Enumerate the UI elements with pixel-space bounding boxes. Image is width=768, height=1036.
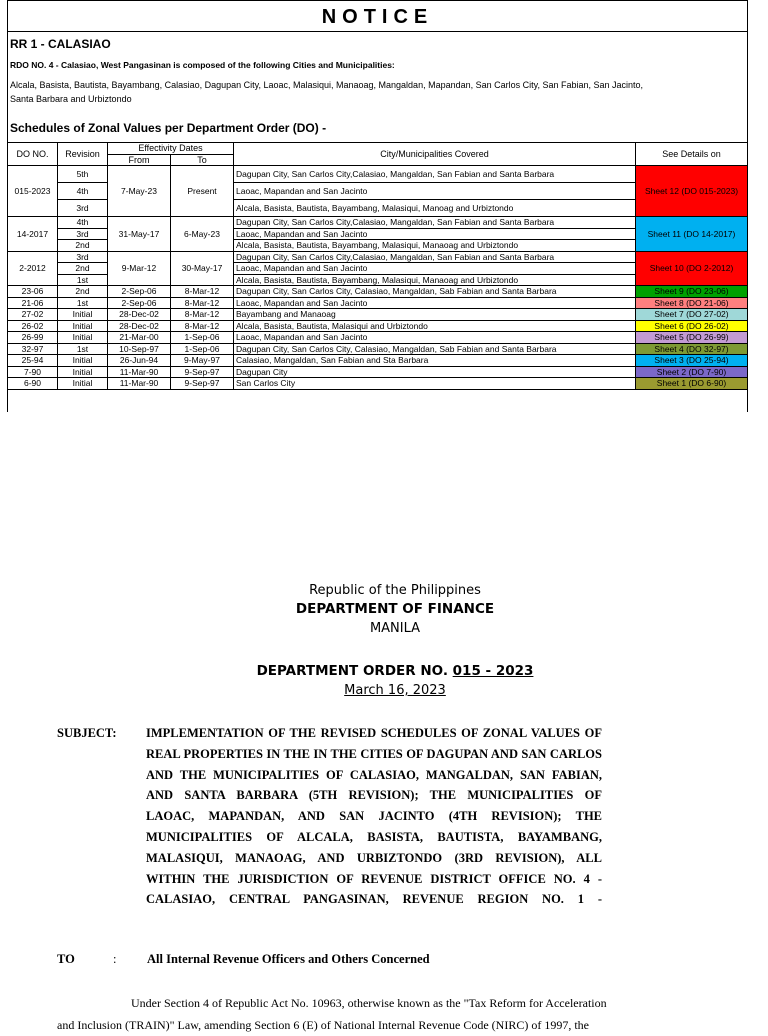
to-date-cell: 1-Sep-06 (171, 343, 234, 355)
from-date-cell: 7-May-23 (108, 166, 171, 217)
revision-cell: 1st (58, 274, 108, 286)
covered-cell: Alcala, Basista, Bautista, Malasiqui and Urbiztondo (234, 320, 636, 332)
covered-cell: Dagupan City, San Carlos City, Calasiao, Mangaldan, Sab Fabian and Santa Barbara (234, 343, 636, 355)
covered-cell: Laoac, Mapandan and San Jacinto (234, 228, 636, 240)
revision-cell: 1st (58, 343, 108, 355)
to-date-cell: 9-Sep-97 (171, 378, 234, 390)
covered-cell: Laoac, Mapandan and San Jacinto (234, 297, 636, 309)
notice-title: NOTICE (8, 0, 747, 32)
covered-cell: Laoac, Mapandan and San Jacinto (234, 332, 636, 344)
subject-label: SUBJECT: (57, 726, 117, 740)
from-date-cell: 21-Mar-00 (108, 332, 171, 344)
sheet-3-link[interactable]: Sheet 3 (DO 25-94) (636, 355, 748, 367)
revision-cell: Initial (58, 366, 108, 378)
sheet-1-link[interactable]: Sheet 1 (DO 6-90) (636, 378, 748, 390)
from-date-cell: 31-May-17 (108, 217, 171, 252)
table-row (8, 332, 748, 344)
subject-line: AND THE MUNICIPALITIES OF CALASIAO, MANGALDAN, SAN FABIAN, (146, 767, 602, 782)
revision-cell: 4th (58, 183, 108, 200)
do-number-cell: 2-2012 (8, 251, 58, 286)
revision-cell: 3rd (58, 200, 108, 217)
subject-line: IMPLEMENTATION OF THE REVISED SCHEDULES OF ZONAL VALUES OF (146, 726, 602, 740)
table-row (8, 366, 748, 378)
to-recipients: All Internal Revenue Officers and Others Concerned (147, 952, 430, 966)
sheet-9-link[interactable]: Sheet 9 (DO 23-06) (636, 286, 748, 298)
to-date-cell: 30-May-17 (171, 251, 234, 286)
schedules-title: Schedules of Zonal Values per Department Order (DO) - (10, 121, 327, 135)
revision-cell: Initial (58, 332, 108, 344)
revenue-region-label: RR 1 - CALASIAO (10, 37, 111, 51)
from-date-cell: 11-Mar-90 (108, 366, 171, 378)
from-date-cell: 10-Sep-97 (108, 343, 171, 355)
table-row (8, 320, 748, 332)
do-number-cell: 6-90 (8, 378, 58, 390)
zonal-values-table (7, 142, 748, 390)
republic-heading: Republic of the Philippines (309, 583, 481, 598)
covered-cell: Bayambang and Manaoag (234, 309, 636, 321)
table-header-row (8, 143, 748, 155)
sheet-10-link[interactable]: Sheet 10 (DO 2-2012) (636, 251, 748, 286)
cities-line: Alcala, Basista, Bautista, Bayambang, Calasiao, Dagupan City, Laoac, Malasiqui, Manaoag, Mangaldan, Mapandan, San Carlos City, San Fabian, San Jacinto, (10, 80, 644, 90)
notice-sheet (7, 0, 748, 412)
to-colon: : (113, 952, 117, 966)
header-to: To (171, 154, 234, 166)
rdo-description: RDO NO. 4 - Calasiao, West Pangasinan is composed of the following Cities and Municipalities: (10, 60, 395, 70)
revision-cell: Initial (58, 378, 108, 390)
subject-line: CALASIAO, CENTRAL PANGASINAN, REVENUE REGION NO. 1 - (146, 892, 602, 907)
revision-cell: 5th (58, 166, 108, 183)
do-number-cell: 7-90 (8, 366, 58, 378)
covered-cell: Alcala, Basista, Bautista, Bayambang, Malasiqui, Manaoag and Urbiztondo (234, 240, 636, 252)
header-revision: Revision (58, 143, 108, 166)
sheet-11-link[interactable]: Sheet 11 (DO 14-2017) (636, 217, 748, 252)
covered-cell: Dagupan City, San Carlos City,Calasiao, Mangaldan, San Fabian and Santa Barbara (234, 166, 636, 183)
to-date-cell: 6-May-23 (171, 217, 234, 252)
covered-cell: San Carlos City (234, 378, 636, 390)
paragraph-line: and Inclusion (TRAIN)" Law, amending Section 6 (E) of National Internal Revenue Code (NIRC) of 1997, the (57, 1018, 589, 1032)
header-see-details: See Details on (636, 143, 748, 166)
order-prefix: DEPARTMENT ORDER NO. (256, 663, 453, 679)
covered-cell: Calasiao, Mangaldan, San Fabian and Sta Barbara (234, 355, 636, 367)
to-date-cell: 9-May-97 (171, 355, 234, 367)
header-covered: City/Municipalities Covered (234, 143, 636, 166)
header-from: From (108, 154, 171, 166)
table-row (8, 251, 748, 263)
header-do-no: DO NO. (8, 143, 58, 166)
sheet-12-link[interactable]: Sheet 12 (DO 015-2023) (636, 166, 748, 217)
paragraph-text: Under Section 4 of Republic Act No. 10963, otherwise known as the "Tax Reform for Acceleration (131, 996, 607, 1010)
to-date-cell: 8-Mar-12 (171, 309, 234, 321)
do-number-cell: 21-06 (8, 297, 58, 309)
table-row (8, 309, 748, 321)
covered-cell: Dagupan City, San Carlos City,Calasiao, Mangaldan, San Fabian and Santa Barbara (234, 251, 636, 263)
revision-cell: Initial (58, 309, 108, 321)
revision-cell: Initial (58, 355, 108, 367)
header-effectivity: Effectivity Dates (108, 143, 234, 155)
department-heading: DEPARTMENT OF FINANCE (295, 601, 495, 617)
sheet-7-link[interactable]: Sheet 7 (DO 27-02) (636, 309, 748, 321)
from-date-cell: 2-Sep-06 (108, 297, 171, 309)
table-row (8, 355, 748, 367)
do-number-cell: 26-99 (8, 332, 58, 344)
sheet-6-link[interactable]: Sheet 6 (DO 26-02) (636, 320, 748, 332)
covered-cell: Laoac, Mapandan and San Jacinto (234, 183, 636, 200)
sheet-4-link[interactable]: Sheet 4 (DO 32-97) (636, 343, 748, 355)
from-date-cell: 28-Dec-02 (108, 309, 171, 321)
revision-cell: 2nd (58, 286, 108, 298)
body-paragraph (57, 992, 627, 1036)
from-date-cell: 9-Mar-12 (108, 251, 171, 286)
subject-line: LAOAC, MAPANDAN, AND SAN JACINTO (4TH REVISION); THE (146, 809, 602, 824)
table-row (8, 297, 748, 309)
subject-line: MUNICIPALITIES OF ALCALA, BASISTA, BAUTISTA, BAYAMBANG, (146, 829, 602, 844)
do-number-cell: 23-06 (8, 286, 58, 298)
table-row (8, 217, 748, 229)
order-number: 015 - 2023 (452, 663, 534, 679)
cities-line: Santa Barbara and Urbiztondo (10, 94, 132, 104)
revision-cell: 3rd (58, 251, 108, 263)
from-date-cell: 26-Jun-94 (108, 355, 171, 367)
subject-line: AND SANTA BARBARA (5TH REVISION); THE MUNICIPALITIES OF (146, 788, 602, 803)
sheet-5-link[interactable]: Sheet 5 (DO 26-99) (636, 332, 748, 344)
table-row (8, 286, 748, 298)
do-number-cell: 26-02 (8, 320, 58, 332)
revision-cell: Initial (58, 320, 108, 332)
do-number-cell: 32-97 (8, 343, 58, 355)
to-label: TO (57, 952, 75, 966)
table-row (8, 166, 748, 183)
covered-cell: Alcala, Basista, Bautista, Bayambang, Malasiqui, Manaoag and Urbiztondo (234, 274, 636, 286)
subject-line: MALASIQUI, MANAOAG, AND URBIZTONDO (3RD REVISION), ALL (146, 850, 602, 865)
do-number-cell: 27-02 (8, 309, 58, 321)
order-date: March 16, 2023 (344, 683, 446, 698)
revision-cell: 3rd (58, 228, 108, 240)
covered-cell: Dagupan City, San Carlos City, Calasiao, Mangaldan, Sab Fabian and Santa Barbara (234, 286, 636, 298)
from-date-cell: 2-Sep-06 (108, 286, 171, 298)
covered-cell: Alcala, Basista, Bautista, Bayambang, Malasiqui, Manoag and Urbiztondo (234, 200, 636, 217)
revision-cell: 2nd (58, 240, 108, 252)
do-number-cell: 015-2023 (8, 166, 58, 217)
table-row (8, 343, 748, 355)
subject-body (146, 723, 602, 910)
covered-cell: Dagupan City (234, 366, 636, 378)
do-number-cell: 25-94 (8, 355, 58, 367)
table-row (8, 378, 748, 390)
to-date-cell: 8-Mar-12 (171, 286, 234, 298)
subject-line: WITHIN THE JURISDICTION OF REVENUE DISTRICT OFFICE NO. 4 - (146, 871, 602, 886)
paragraph-line (57, 992, 627, 1014)
to-date-cell: Present (171, 166, 234, 217)
do-number-cell: 14-2017 (8, 217, 58, 252)
city-heading: MANILA (369, 621, 421, 636)
covered-cell: Dagupan City, San Carlos City,Calasiao, Mangaldan, San Fabian and Santa Barbara (234, 217, 636, 229)
to-date-cell: 8-Mar-12 (171, 297, 234, 309)
revision-cell: 1st (58, 297, 108, 309)
revision-cell: 4th (58, 217, 108, 229)
to-date-cell: 8-Mar-12 (171, 320, 234, 332)
order-number-heading (0, 663, 768, 679)
revision-cell: 2nd (58, 263, 108, 275)
subject-line: REAL PROPERTIES IN THE IN THE CITIES OF DAGUPAN AND SAN CARLOS (146, 746, 602, 761)
sheet-8-link[interactable]: Sheet 8 (DO 21-06) (636, 297, 748, 309)
covered-cell: Laoac, Mapandan and San Jacinto (234, 263, 636, 275)
cities-list (10, 78, 730, 106)
from-date-cell: 28-Dec-02 (108, 320, 171, 332)
from-date-cell: 11-Mar-90 (108, 378, 171, 390)
to-date-cell: 1-Sep-06 (171, 332, 234, 344)
sheet-2-link[interactable]: Sheet 2 (DO 7-90) (636, 366, 748, 378)
to-date-cell: 9-Sep-97 (171, 366, 234, 378)
